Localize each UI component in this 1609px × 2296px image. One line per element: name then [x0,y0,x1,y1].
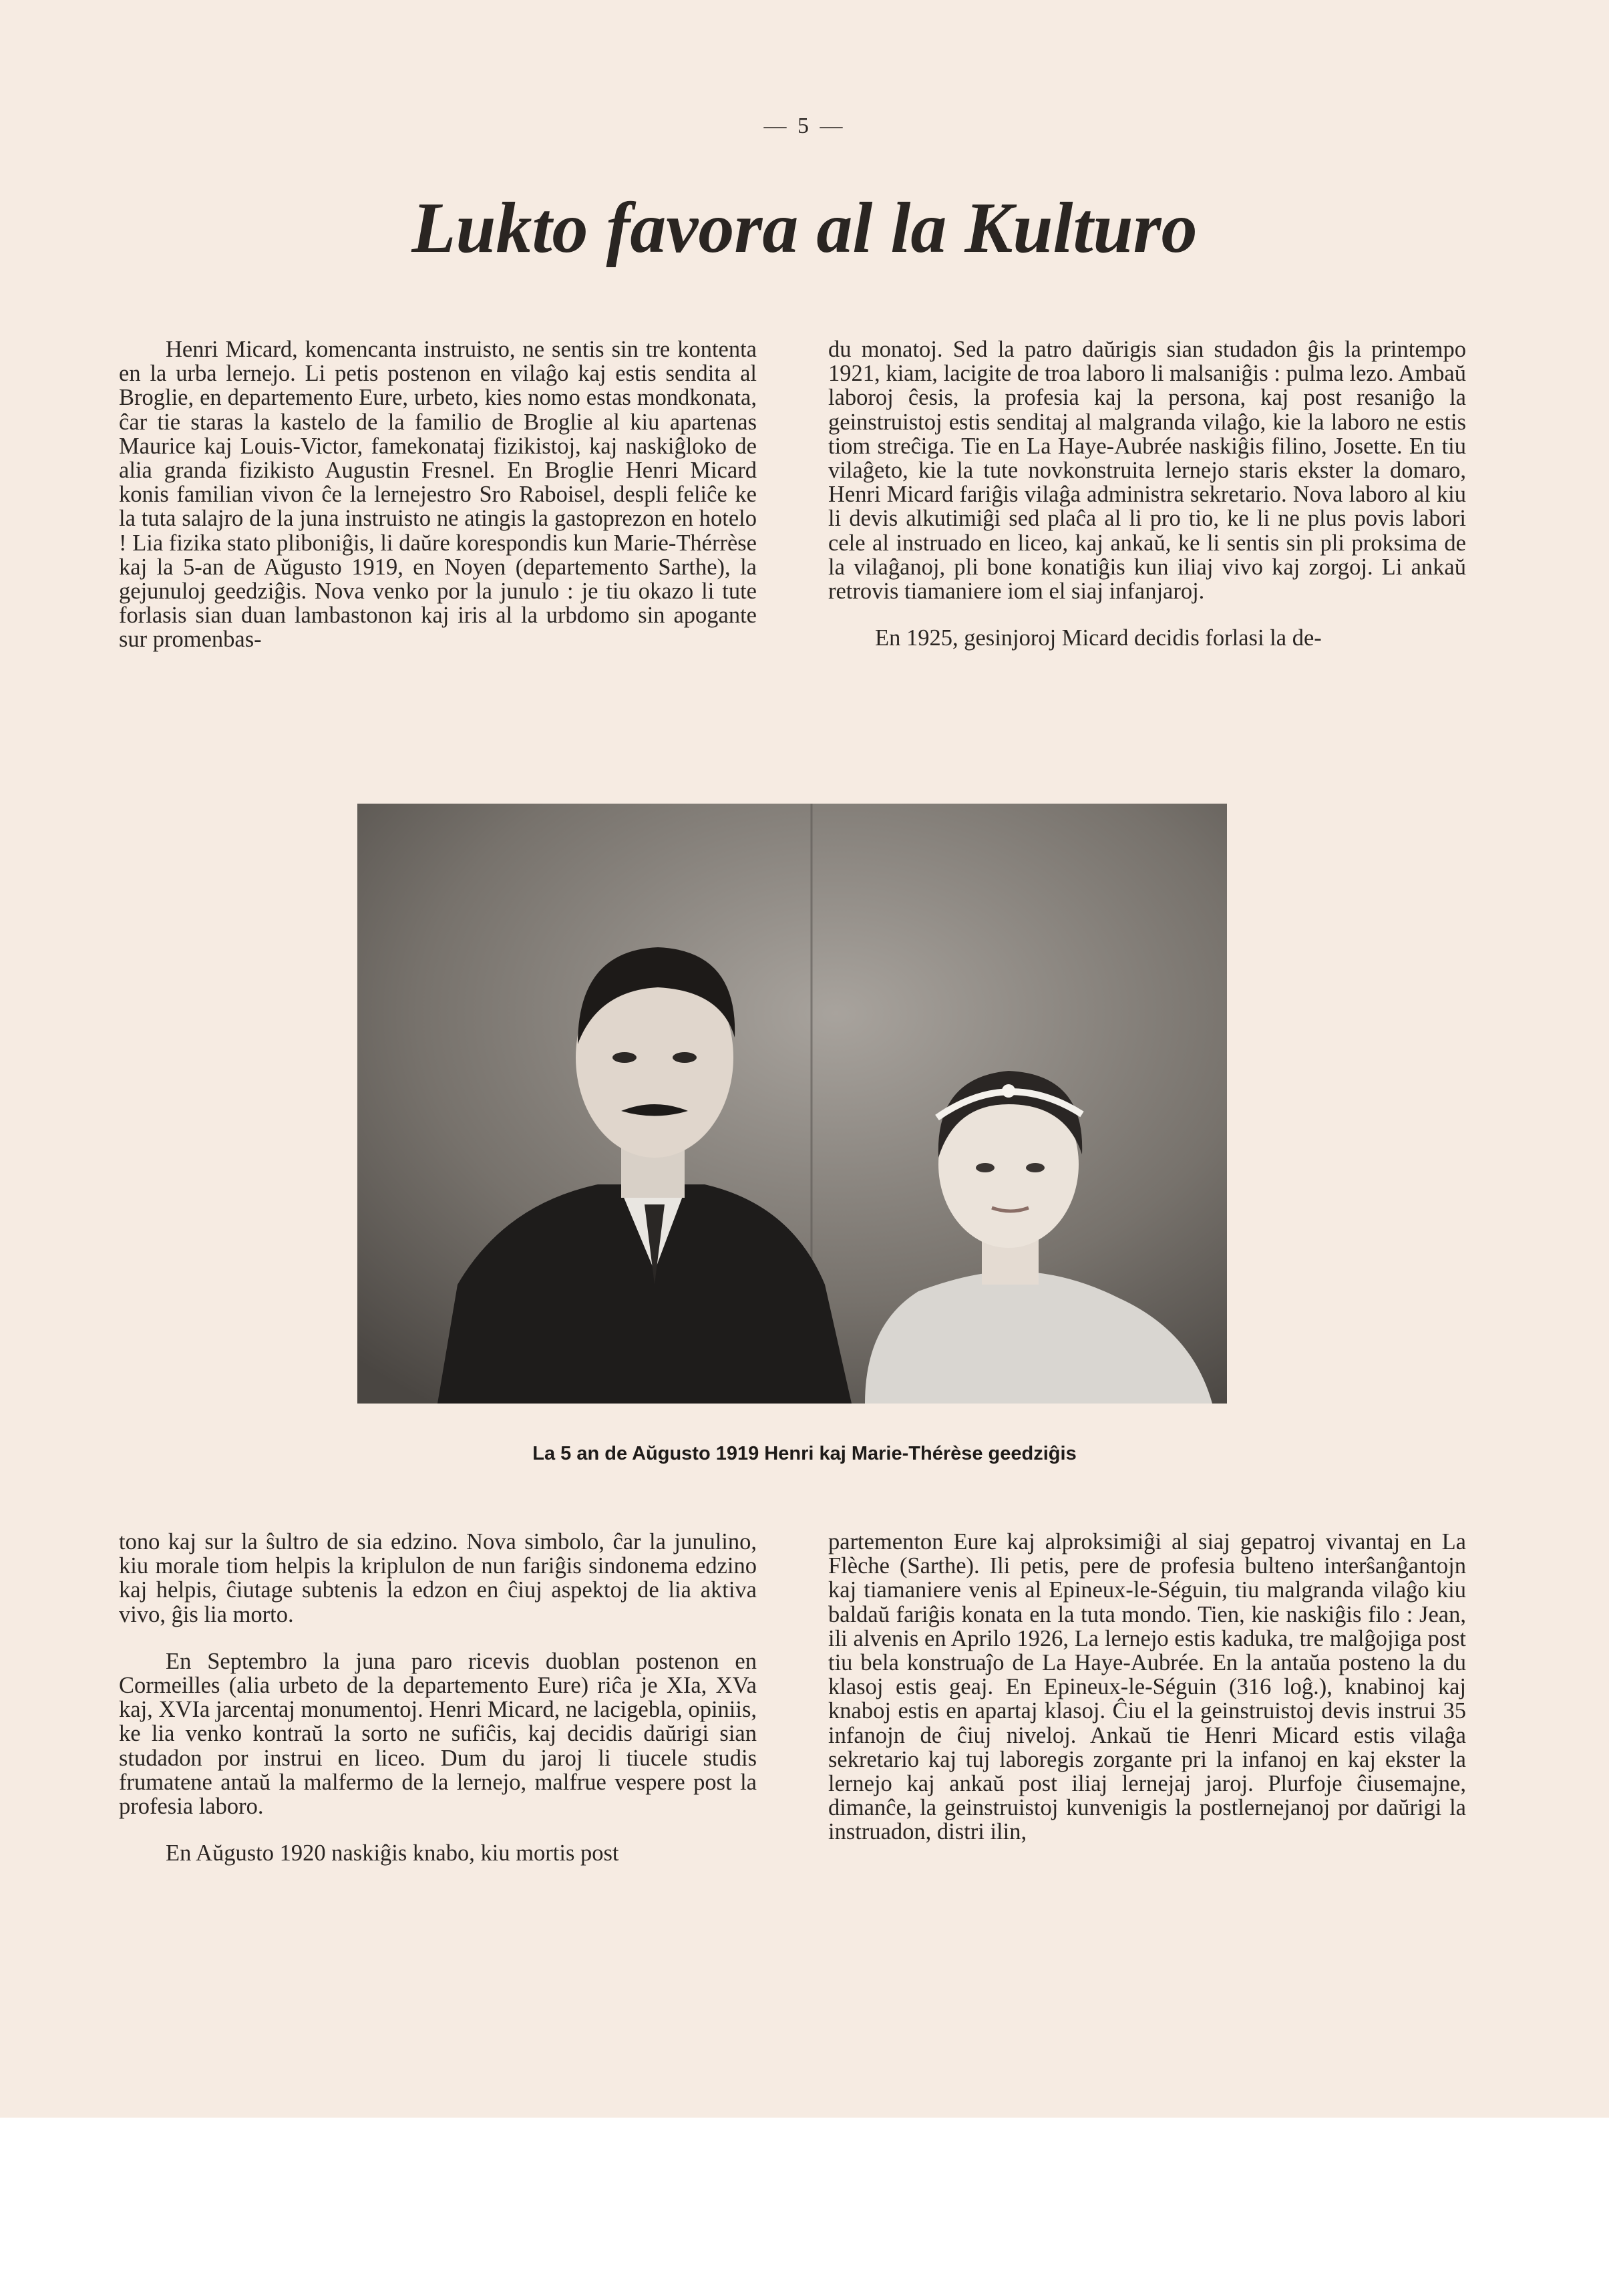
paragraph: En Aŭgusto 1920 naskiĝis knabo, kiu mortis post [166,1840,619,1866]
paragraph: En 1925, gesinjoroj Micard decidis forlasi la de- [875,625,1322,651]
paragraph: tono kaj sur la ŝultro de sia edzino. Nova simbolo, ĉar la junulino, kiu morale tiom helpis la kriplulon de nun fariĝis sindonema edzino kaj helpis, ĉiutage subtenis la edzon en ĉiuj aspektoj de lia aktiva vivo, ĝis lia morto. [119,1529,757,1627]
paragraph: du monatoj. Sed la patro daŭrigis sian studadon ĝis la printempo 1921, kiam, lacigite de troa laboro li malsaniĝis : pulma lezo. Ambaŭ laboroj ĉesis, la profesia kaj la persona, kaj post resaniĝo la geinstruistoj estis senditaj al malgranda vilaĝo, kie la laboro ne estis tiom streĉiga. Tie en La Haye-Aubrée naskiĝis filino, Josette. En tiu vilaĝeto, kie la tute novkonstruita lernejo staris ekster la domaro, Henri Micard fariĝis vilaĝa administra sekretario. Nova laboro al kiu li devis alkutimiĝi sed plaĉa al li pro tio, ke li ne plus povis labori cele al instruado en liceo, kaj ankaŭ, ke li sentis sin pli proksima de la vilaĝanoj, pli bone konatiĝis kun iliaj vivo kaj zorgoj. Li ankaŭ retrovis tiamaniere iom el siaj infanjaroj. [828,337,1466,605]
wedding-photo [357,804,1227,1404]
article-column-top-left [119,337,757,652]
article-column-bottom-left [119,1530,757,1865]
article-column-top-right [828,337,1466,650]
article-column-bottom-right [828,1530,1466,1844]
paragraph: partementon Eure kaj alproksimiĝi al siaj gepatroj vivantaj en La Flèche (Sarthe). Ili petis, pere de profesia bulteno interŝanĝantojn kaj tiamaniere venis al Epineux-le-Séguin, tiu malgranda vilaĝo kiu baldaŭ fariĝis konata en la tuta mondo. Tien, kie naskiĝis filo : Jean, ili alvenis en Aprilo 1926, La lernejo estis kaduka, tre malĝojiga post tiu bela konstruaĵo de La Haye-Aubrée. En la antaŭa posteno la du klasoj estis geaj. En Epineux-le-Séguin (316 loĝ.), knabinoj kaj knaboj estis en apartaj klasoj. Ĉiu el la geinstruistoj devis instrui 35 infanojn de ĉiuj niveloj. Ankaŭ tie Henri Micard estis vilaĝa sekretario kaj tuj laboregis zorgante pri la infanoj en kaj ekster la lernejo kaj ankaŭ post iliaj lernejaj jaroj. Plurfoje ĉiusemajne, dimanĉe, la geinstruistoj kunvenigis la postlernejanoj por daŭrigi la instruadon, distri ilin, [828,1529,1466,1845]
photo-caption: La 5 an de Aŭgusto 1919 Henri kaj Marie-Thérèse geedziĝis [532,1443,1077,1464]
page-number: — 5 — [763,114,846,138]
article-title: Lukto favora al la Kulturo [411,188,1198,268]
paragraph: En Septembro la juna paro ricevis duoblan postenon en Cormeilles (alia urbeto de la departemento Eure) riĉa je XIa, XVa kaj, XVIa jarcentaj monumentoj. Henri Micard, ne lacigebla, opiniis, ke lia venko kontraŭ la sorto ne sufiĉis, kaj decidis daŭrigi sian studadon por instrui en liceo. Dum du jaroj li tiucele studis frumatene antaŭ la malfermo de la lernejo, malfrue vespere post la profesia laboro. [119,1648,757,1820]
paragraph: Henri Micard, komencanta instruisto, ne sentis sin tre kontenta en la urba lernejo. Li petis postenon en vilaĝo kaj estis sendita al Broglie, en departemento Eure, urbeto, kies nomo estas mondkonata, ĉar tie staras la kastelo de la familio de Broglie al kiu apartenas Maurice kaj Louis-Victor, famekonataj fizikistoj, kaj naskiĝloko de alia granda fizikisto Augustin Fresnel. En Broglie Henri Micard konis familian vivon ĉe la lernejestro Sro Raboisel, despli feliĉe ke la tuta salajro de la juna instruisto ne atingis la gastoprezon en hotelo ! Lia fizika stato pliboniĝis, li daŭre korespondis kun Marie-Thérrèse kaj la 5-an de Aŭgusto 1919, en Noyen (departemento Sarthe), la gejunuloj geedziĝis. Nova venko por la junulo : je tiu okazo li tute forlasis sian duan lambastonon kaj iris al la urbdomo sin apogante sur promenbas- [119,337,757,653]
couple-portrait-image [357,804,1227,1404]
